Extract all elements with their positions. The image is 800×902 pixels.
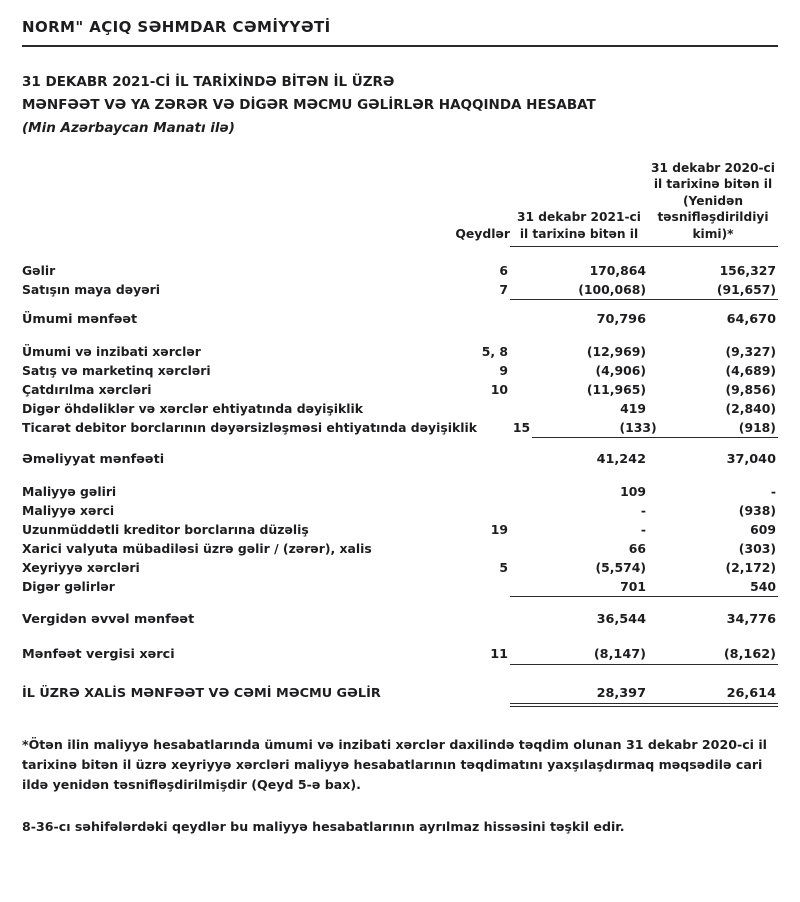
value-2021: (11,965) — [586, 382, 646, 398]
value-2020: 26,614 — [648, 686, 778, 707]
value-2020: 64,670 — [726, 312, 776, 328]
row-note-ref: 6 — [499, 263, 508, 279]
table-row — [22, 541, 778, 560]
column-header-2020: 31 dekabr 2020-ci il tarixinə bitən il (Yenidən təsnifləşdirildiyi kimi)* — [648, 160, 778, 247]
row-note-ref: 15 — [512, 420, 531, 436]
column-header-notes: Qeydlər — [455, 226, 510, 242]
value-2020: (9,327) — [725, 344, 776, 360]
value-2020: (2,172) — [725, 560, 776, 576]
table-row — [22, 344, 778, 363]
row-label: İL ÜZRƏ XALİS MƏNFƏƏT VƏ CƏMİ MƏCMU GƏLİR — [22, 686, 381, 702]
value-2020: 34,776 — [726, 612, 776, 628]
row-note-ref: 10 — [490, 382, 508, 398]
value-2021: (5,574) — [595, 560, 646, 576]
table-row — [22, 522, 778, 541]
table-row — [22, 282, 778, 301]
value-2021: - — [640, 522, 646, 538]
value-2020: (303) — [738, 541, 776, 557]
value-2020: 156,327 — [719, 263, 776, 279]
row-label: Digər gəlirlər — [22, 579, 115, 595]
value-2021: 28,397 — [510, 686, 648, 707]
value-2020: (91,657) — [648, 282, 778, 300]
value-2020: (8,162) — [648, 647, 778, 665]
value-2020: (9,856) — [725, 382, 776, 398]
row-note-ref: 11 — [490, 647, 508, 663]
value-2020: (918) — [659, 420, 778, 438]
table-row — [22, 612, 778, 631]
value-2021: (133) — [532, 420, 659, 438]
table-row — [22, 263, 778, 282]
value-2021: (4,906) — [595, 363, 646, 379]
value-2021: 36,544 — [596, 612, 646, 628]
row-note-ref: 9 — [499, 363, 508, 379]
table-row — [22, 484, 778, 503]
table-row — [22, 401, 778, 420]
table-header-row — [22, 160, 778, 247]
value-2021: 419 — [620, 401, 646, 417]
table-row — [22, 647, 778, 666]
value-2020: (2,840) — [725, 401, 776, 417]
value-2021: (12,969) — [586, 344, 646, 360]
row-label: Satış və marketinq xərcləri — [22, 363, 211, 379]
value-2021: (100,068) — [510, 282, 648, 300]
report-title-currency-note: (Min Azərbaycan Manatı ilə) — [22, 119, 235, 136]
row-label: Ümumi mənfəət — [22, 312, 138, 328]
table-row — [22, 382, 778, 401]
value-2021: 41,242 — [596, 452, 646, 468]
row-label: Satışın maya dəyəri — [22, 282, 160, 298]
value-2021: 701 — [510, 579, 648, 597]
value-2020: 609 — [750, 522, 776, 538]
table-row — [22, 312, 778, 331]
table-row — [22, 420, 778, 439]
report-title — [22, 71, 778, 140]
row-note-ref: 5 — [499, 560, 508, 576]
table-row — [22, 579, 778, 598]
column-header-2021: 31 dekabr 2021-ci il tarixinə bitən il — [510, 209, 648, 247]
row-label: Ticarət debitor borclarının dəyərsizləşməsi ehtiyatında dəyişiklik — [22, 420, 477, 436]
report-title-line1: 31 DEKABR 2021-Cİ İL TARİXİNDƏ BİTƏN İL ÜZRƏ — [22, 74, 395, 90]
value-2021: - — [640, 503, 646, 519]
value-2021: 66 — [628, 541, 646, 557]
value-2020: (938) — [738, 503, 776, 519]
value-2020: 37,040 — [726, 452, 776, 468]
company-name: NORM" AÇIQ SƏHMDAR CƏMİYYƏTİ — [22, 18, 778, 47]
value-2021: 70,796 — [596, 312, 646, 328]
notes-integral-footnote: 8-36-cı səhifələrdəki qeydlər bu maliyyə hesabatlarının ayrılmaz hissəsini təşkil edir. — [22, 818, 625, 834]
row-label: Xarici valyuta mübadiləsi üzrə gəlir / (zərər), xalis — [22, 541, 372, 557]
reclassification-footnote: *Ötən ilin maliyyə hesabatlarında ümumi və inzibati xərclər daxilində təqdim olunan 31 dekabr 2020-ci il tarixinə bitən il üzrə xeyriyyə xərcləri maliyyə hesabatlarının təqdimatını yaxşılaşdırmaq məqsədilə cari ildə yenidən təsnifləşdirilmişdir (Qeyd 5-ə bax). — [22, 737, 767, 793]
row-label: Uzunmüddətli kreditor borclarına düzəliş — [22, 522, 309, 538]
table-row — [22, 560, 778, 579]
table-row — [22, 363, 778, 382]
row-label: Mənfəət vergisi xərci — [22, 647, 175, 663]
value-2020: - — [770, 484, 776, 500]
table-row — [22, 686, 778, 705]
value-2020: 540 — [648, 579, 778, 597]
statement-rows — [22, 263, 778, 705]
row-label: Maliyyə gəliri — [22, 484, 117, 500]
row-label: Xeyriyyə xərcləri — [22, 560, 140, 576]
table-row — [22, 452, 778, 471]
row-note-ref: 7 — [499, 282, 508, 298]
report-title-line2: MƏNFƏƏT VƏ YA ZƏRƏR VƏ DİGƏR MƏCMU GƏLİRLƏR HAQQINDA HESABAT — [22, 96, 596, 113]
row-label: Əməliyyat mənfəəti — [22, 452, 165, 468]
value-2021: (8,147) — [510, 647, 648, 665]
value-2020: (4,689) — [725, 363, 776, 379]
row-label: Çatdırılma xərcləri — [22, 382, 152, 398]
row-label: Ümumi və inzibati xərclər — [22, 344, 201, 360]
row-note-ref: 5, 8 — [481, 344, 508, 360]
row-label: Gəlir — [22, 263, 56, 279]
value-2021: 170,864 — [589, 263, 646, 279]
row-label: Vergidən əvvəl mənfəət — [22, 612, 195, 628]
table-row — [22, 503, 778, 522]
row-note-ref: 19 — [490, 522, 508, 538]
value-2021: 109 — [620, 484, 646, 500]
row-label: Digər öhdəliklər və xərclər ehtiyatında dəyişiklik — [22, 401, 363, 417]
row-label: Maliyyə xərci — [22, 503, 115, 519]
